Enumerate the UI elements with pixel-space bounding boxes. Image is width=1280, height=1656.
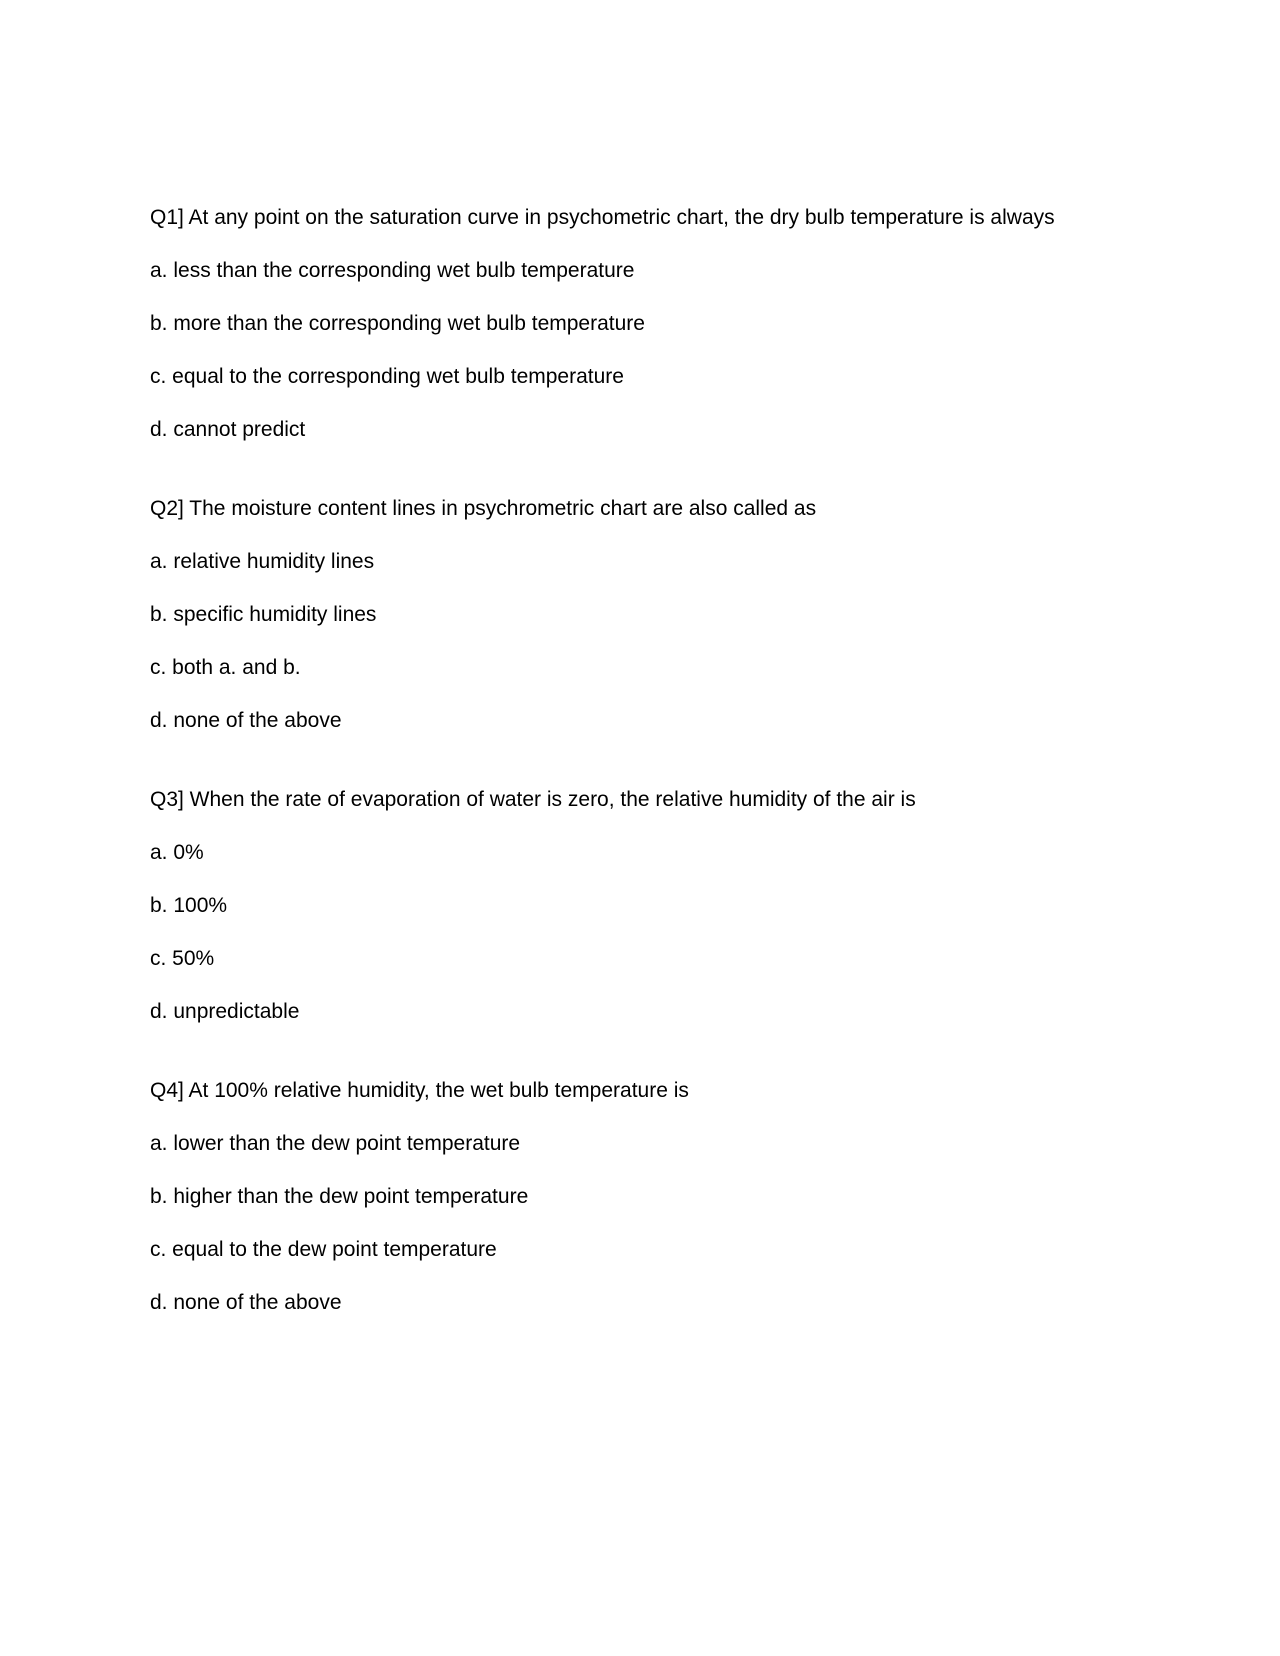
answer-option: c. equal to the dew point temperature [150, 1238, 497, 1261]
question-prompt: Q4] At 100% relative humidity, the wet bulb temperature is [150, 1079, 689, 1102]
answer-option: b. more than the corresponding wet bulb temperature [150, 312, 645, 335]
answer-option: d. cannot predict [150, 418, 306, 441]
question-prompt: Q1] At any point on the saturation curve in psychometric chart, the dry bulb temperature is always [150, 206, 1055, 229]
question-2 [150, 496, 1160, 734]
answer-option: b. 100% [150, 894, 228, 917]
answer-option: a. less than the corresponding wet bulb temperature [150, 259, 635, 282]
answer-option: b. higher than the dew point temperature [150, 1185, 529, 1208]
document-page [150, 205, 1160, 1316]
answer-option: d. unpredictable [150, 1000, 300, 1023]
answer-option: c. equal to the corresponding wet bulb temperature [150, 365, 624, 388]
answer-option: a. lower than the dew point temperature [150, 1132, 521, 1155]
question-prompt: Q3] When the rate of evaporation of water is zero, the relative humidity of the air is [150, 788, 916, 811]
question-prompt: Q2] The moisture content lines in psychrometric chart are also called as [150, 497, 817, 520]
answer-option: a. 0% [150, 841, 204, 864]
answer-option: b. specific humidity lines [150, 603, 377, 626]
answer-option: c. both a. and b. [150, 656, 301, 679]
answer-option: d. none of the above [150, 709, 342, 732]
answer-option: a. relative humidity lines [150, 550, 375, 573]
question-3 [150, 787, 1160, 1025]
question-4 [150, 1078, 1160, 1316]
answer-option: d. none of the above [150, 1291, 342, 1314]
answer-option: c. 50% [150, 947, 215, 970]
question-1 [150, 205, 1160, 443]
